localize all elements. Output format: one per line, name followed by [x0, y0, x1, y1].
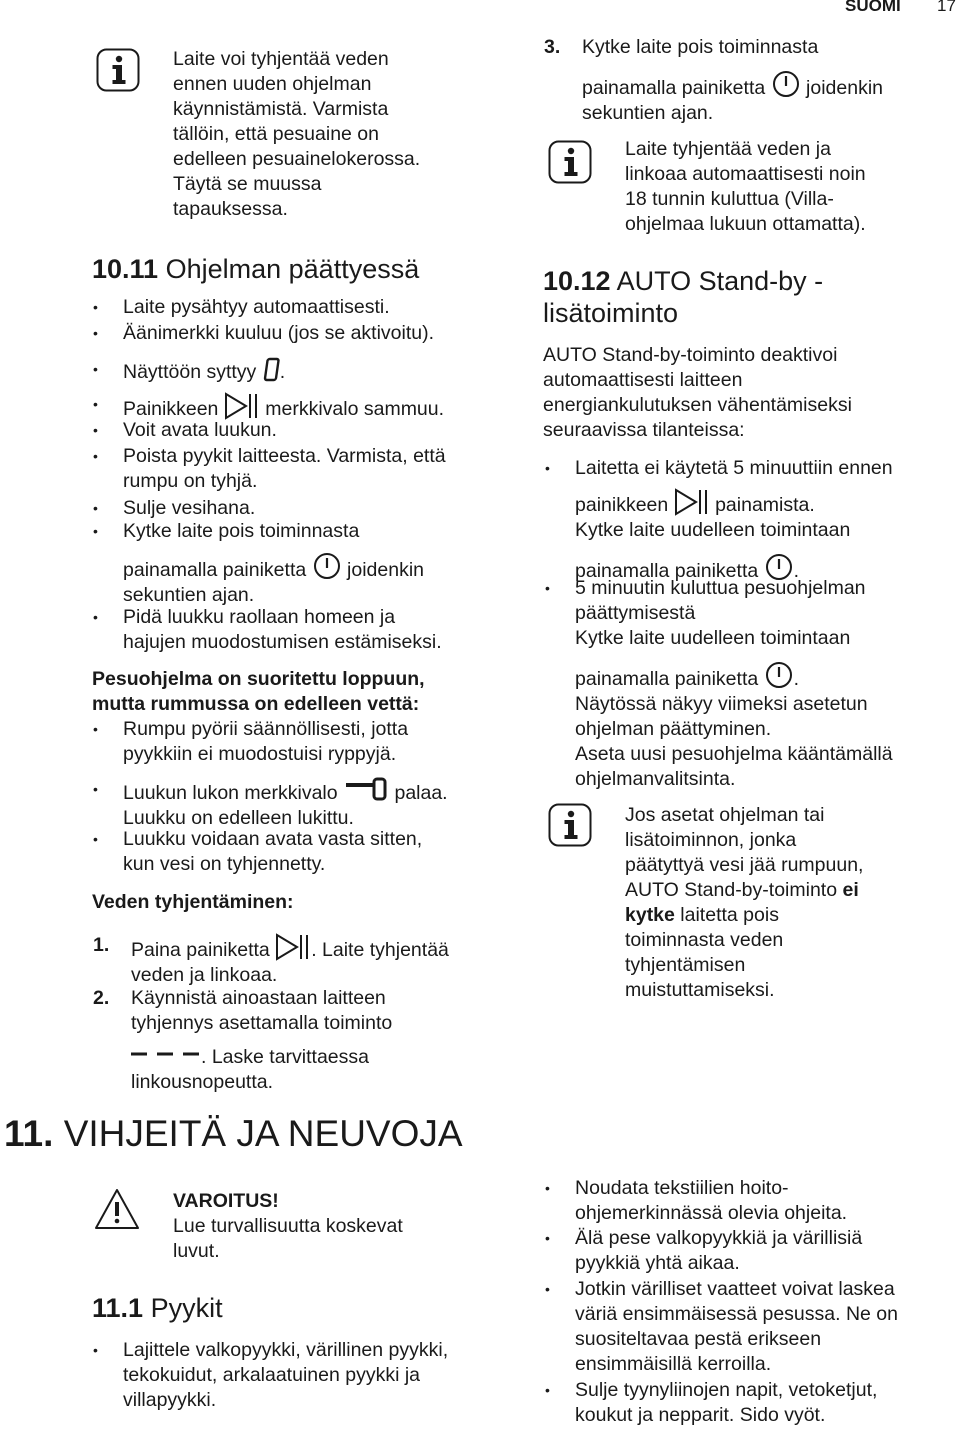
power-icon [771, 69, 801, 99]
step-3: 3. Kytke laite pois toiminnasta painamalla painiketta joidenkin sekuntien ajan. [544, 36, 884, 124]
list-item: • Noudata tekstiilien hoito- ohjemerkinnässä olevia ohjeita. [575, 1176, 847, 1226]
heading-11: 11. VIHJEITÄ JA NEUVOJA [4, 1113, 463, 1154]
list-item: • Luukku voidaan avata vasta sitten, kun vesi on tyhjennetty. [123, 827, 422, 877]
list-item: • Jotkin värilliset vaatteet voivat laskea väriä ensimmäisessä pesussa. Ne on suositeltavaa pestä erikseen ensimmäisillä kerroilla. [575, 1277, 898, 1377]
power-icon [312, 551, 342, 581]
info-note-standby: Jos asetat ohjelman tai lisätoiminnon, jonka päätyttyä vesi jää rumpuun, AUTO Stand-by-toiminto ei kytke laitetta pois toiminnasta veden tyhjentämisen muistuttamiseksi. [625, 804, 864, 1001]
list-item: • Sulje tyynyliinojen napit, vetoketjut, koukut ja nepparit. Sido vyöt. [575, 1378, 877, 1428]
paragraph-auto-standby: AUTO Stand-by-toiminto deaktivoi automaattisesti laitteen energiankulutuksen vähentämiseksi seuraavissa tilanteissa: [543, 344, 852, 441]
list-item: • Kytke laite pois toiminnasta painamalla painiketta joidenkin sekuntien ajan. [123, 519, 424, 608]
heading-10-12: 10.12 AUTO Stand-by - lisätoiminto [543, 266, 824, 328]
list-item: • Pidä luukku raollaan homeen ja hajujen muodostumisen estämiseksi. [123, 605, 442, 655]
heading-10-11: 10.11 Ohjelman päättyessä [92, 254, 420, 284]
list-item: • Äänimerkki kuuluu (jos se aktivoitu). [123, 321, 434, 346]
list-item: • Laite pysähtyy automaattisesti. [123, 295, 390, 320]
header-section: SUOMI [845, 0, 901, 15]
info-note-drain: Laite tyhjentää veden ja linkoaa automaattisesti noin 18 tunnin kuluttua (Villa- ohjelmaa lukuun ottamatta). [625, 138, 866, 235]
list-item: • Rumpu pyörii säännöllisesti, jotta pyykkiin ei muodostuisi ryppyjä. [123, 717, 408, 767]
list-item: • Laitetta ei käytetä 5 minuuttiin ennen painikkeen painamista. Kytke laite uudelleen toimintaan painamalla painiketta . [575, 456, 893, 584]
list-item: • Painikkeen merkkivalo sammuu. [123, 392, 444, 422]
step-1: 1. Paina painiketta . Laite tyhjentää veden ja linkoaa. [93, 934, 449, 986]
list-item: • Näyttöön syttyy . [123, 357, 285, 385]
list-item: • 5 minuutin kuluttua pesuohjelman päättymisestä Kytke laite uudelleen toimintaan painamalla painiketta . Näytössä näkyy viimeksi asetetun ohjelman päättyminen. Aseta uusi pesuohjelma kääntämällä ohjelmanvalitsinta. [575, 576, 893, 792]
power-icon [764, 660, 794, 690]
warning-icon [94, 1188, 140, 1230]
subheading-water-remains: Pesuohjelma on suoritettu loppuun, mutta rummussa on edelleen vettä: [92, 668, 425, 715]
warning-note: VAROITUS! Lue turvallisuutta koskevat luvut. [173, 1190, 403, 1262]
info-icon [548, 803, 592, 847]
heading-11-1: 11.1 Pyykit [92, 1293, 223, 1323]
list-item: • Lajittele valkopyykki, värillinen pyykki, tekokuidut, arkalaatuinen pyykki ja villapyykki. [123, 1338, 448, 1413]
subheading-draining: Veden tyhjentäminen: [92, 891, 294, 913]
info-note-restart: Laite voi tyhjentää veden ennen uuden ohjelman käynnistämistä. Varmista tällöin, että pesuaine on edelleen pesuainelokerossa. Täytä se muussa tapauksessa. [173, 48, 421, 220]
step-2: 2. Käynnistä ainoastaan laitteen tyhjennys asettamalla toiminto . Laske tarvittaessa linkousnopeutta. [93, 987, 393, 1093]
display-zero-icon [262, 357, 280, 383]
drain-dashes-icon [131, 1047, 201, 1061]
header-page-number: 17 [937, 0, 956, 15]
list-item: • Poista pyykit laitteesta. Varmista, että rumpu on tyhjä. [123, 444, 446, 494]
door-lock-icon [343, 777, 389, 801]
list-item: • Älä pese valkopyykkiä ja värillisiä pyykkiä yhtä aikaa. [575, 1226, 862, 1276]
list-item: • Sulje vesihana. [123, 496, 255, 521]
list-item: • Luukun lukon merkkivalo palaa. Luukku on edelleen lukittu. [123, 777, 448, 831]
list-item: • Voit avata luukun. [123, 418, 277, 443]
info-icon [96, 48, 140, 92]
start-pause-icon [674, 488, 710, 516]
start-pause-icon [224, 392, 260, 420]
info-icon [548, 140, 592, 184]
start-pause-icon [275, 933, 311, 961]
